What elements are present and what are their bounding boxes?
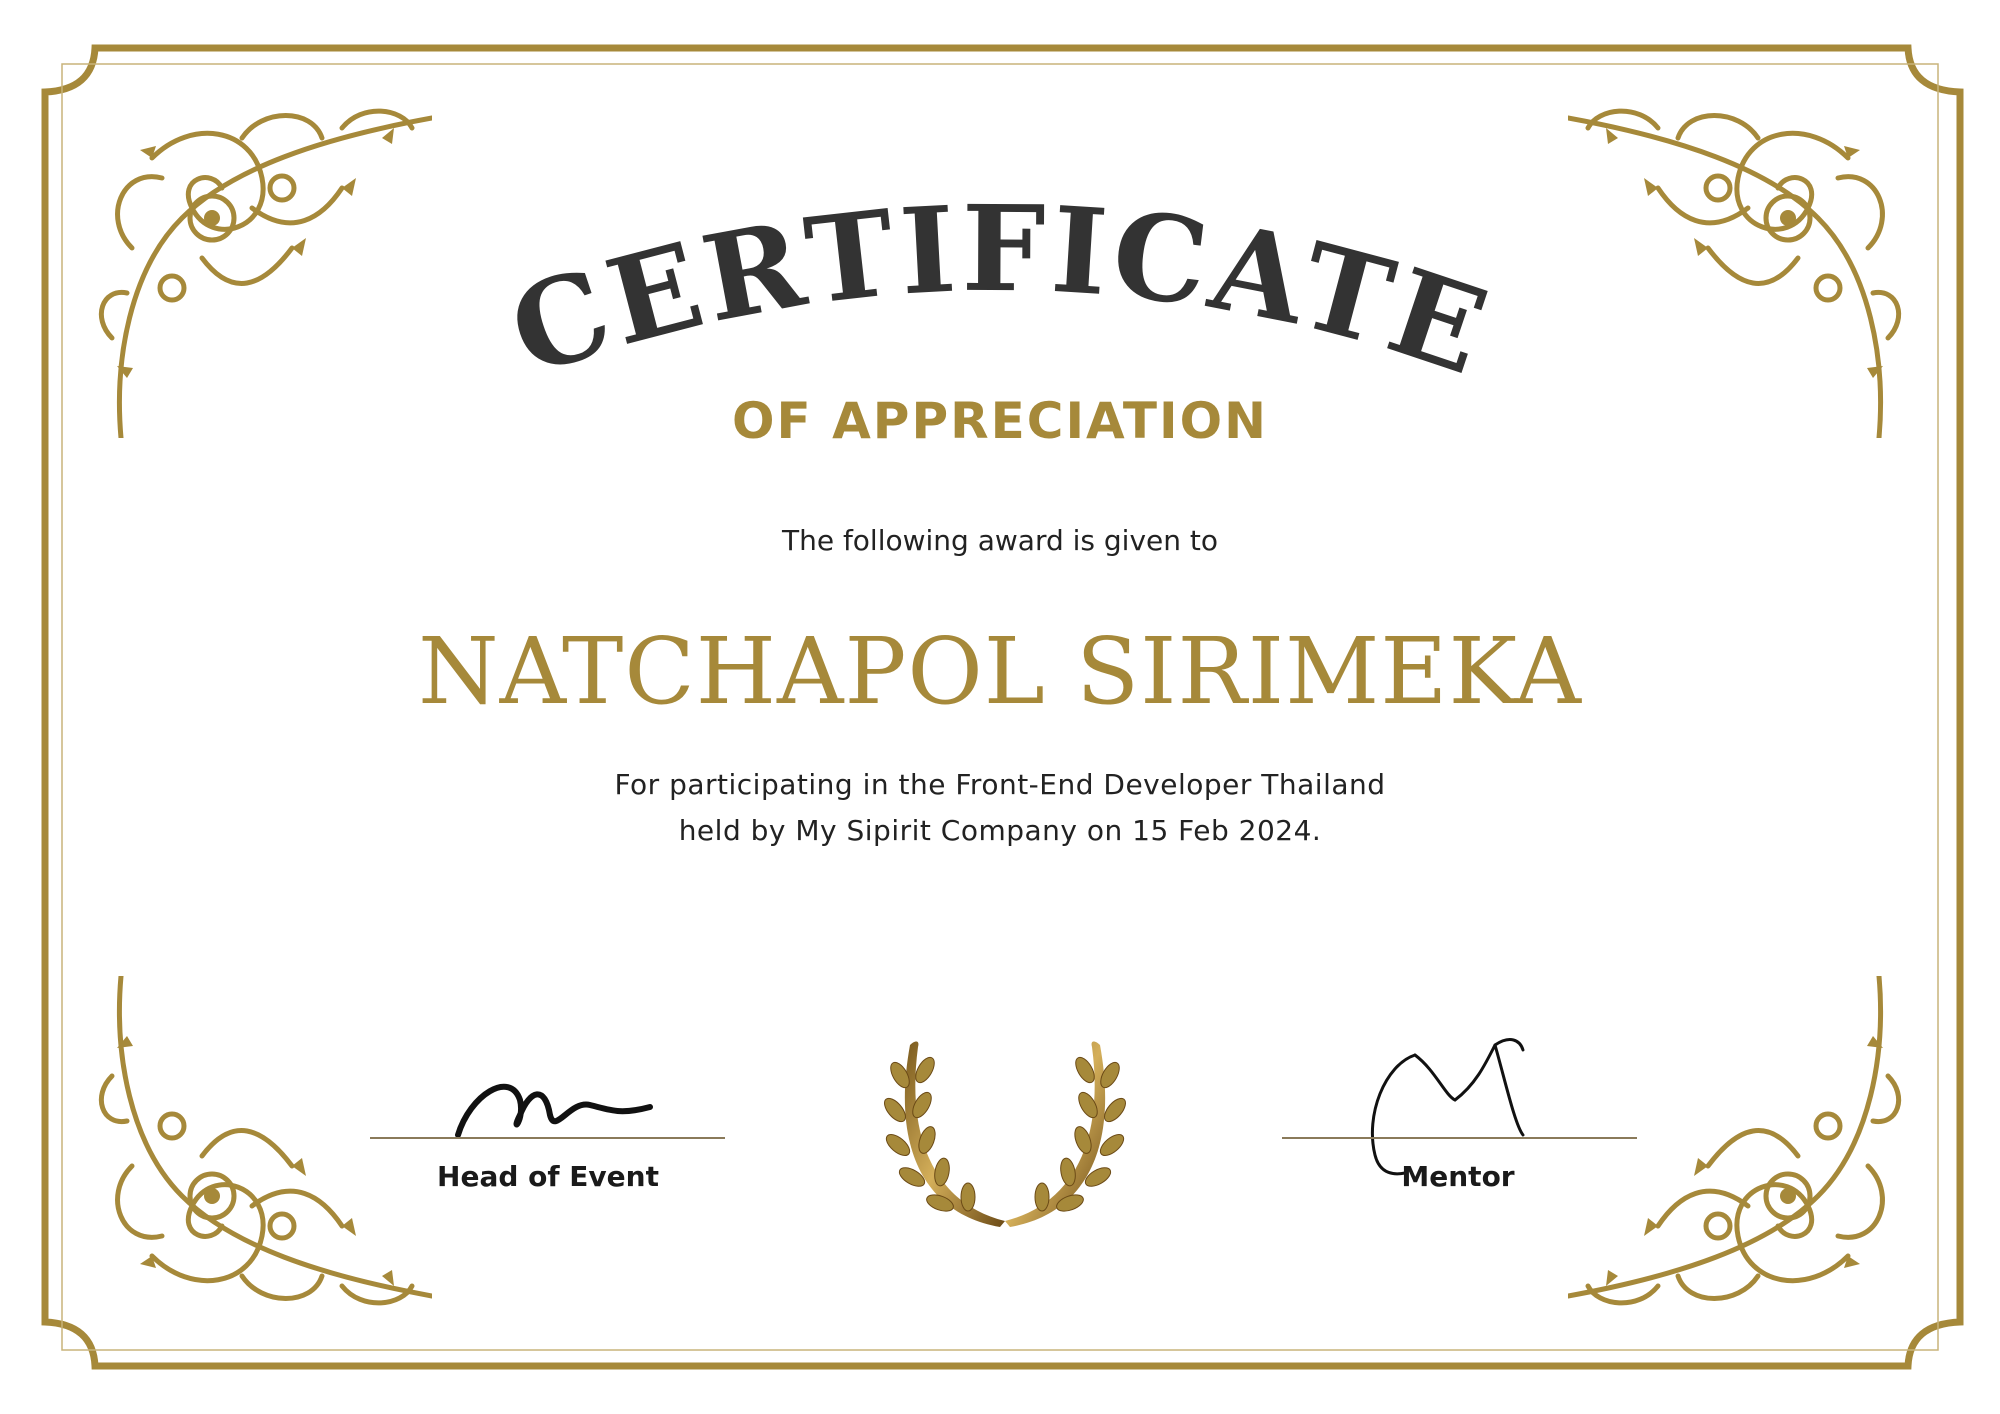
intro-text: The following award is given to xyxy=(781,524,1219,557)
svg-text:CERTIFICATE xyxy=(494,200,1506,403)
signature-line-left xyxy=(370,1137,725,1139)
certificate-subtitle: OF APPRECIATION xyxy=(732,392,1268,450)
title-text: CERTIFICATE xyxy=(493,200,1507,403)
ornament-corner-icon xyxy=(1568,98,1908,438)
laurel-wreath-icon xyxy=(870,1035,1140,1235)
signature-left-icon xyxy=(450,1065,670,1145)
description-line-1: For participating in the Front-End Developer Thailand xyxy=(614,768,1386,801)
signature-line-right xyxy=(1282,1137,1637,1139)
head-of-event-label: Head of Event xyxy=(437,1160,659,1193)
description-line-2: held by My Sipirit Company on 15 Feb 2024. xyxy=(678,814,1322,847)
mentor-label: Mentor xyxy=(1401,1160,1515,1193)
ornament-corner-icon xyxy=(92,98,432,438)
ornament-corner-icon xyxy=(1568,976,1908,1316)
recipient-name: NATCHAPOL SIRIMEKA xyxy=(418,618,1582,725)
ornament-corner-icon xyxy=(92,976,432,1316)
